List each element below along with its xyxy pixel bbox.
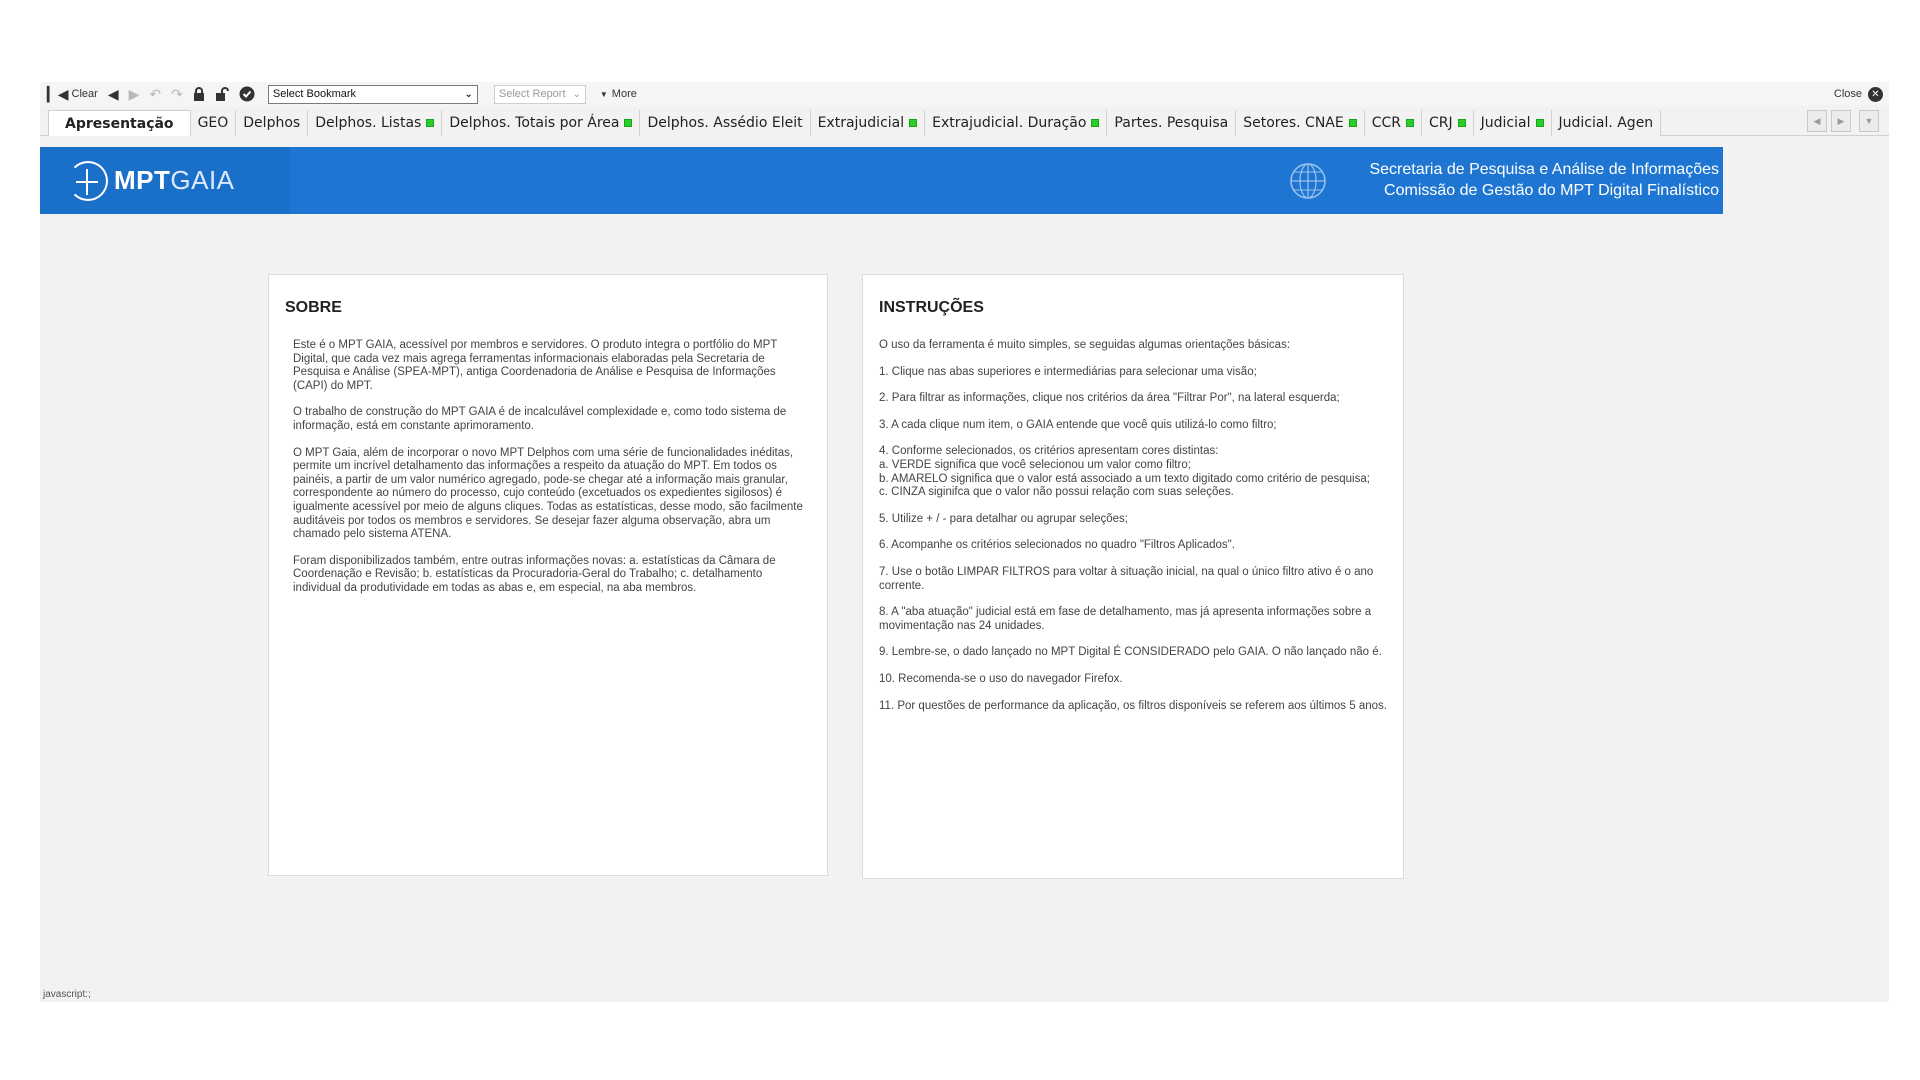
instrucoes-paragraph: 7. Use o botão LIMPAR FILTROS para voltar à situação inicial, na qual o único filtro ativo é o ano corrente. (879, 565, 1374, 592)
tab-delphos[interactable] (236, 110, 308, 136)
close-label: Close (1833, 88, 1862, 100)
close-button[interactable] (1834, 82, 1883, 106)
instrucoes-paragraph: 4. Conforme selecionados, os critérios apresentam cores distintas: a. VERDE significa que você selecionou um valor como filtro; b. AMARELO significa que o valor está associado a um texto digitado como critério de pesquisa; c. CINZA siginifca que o valor não possui relação com suas seleções. (879, 445, 1370, 499)
instrucoes-paragraph: 8. A "aba atuação" judicial está em fase de detalhamento, mas já apresenta informações sobre a movimentação nas 24 unidades. (879, 606, 1372, 632)
undo-button[interactable] (144, 82, 166, 106)
selection-indicator-icon (1458, 119, 1466, 127)
tab-label: Apresentação (65, 115, 174, 132)
tab-label: Judicial (1480, 115, 1531, 131)
chevron-down-icon: ⌄ (572, 88, 581, 100)
more-label: More (611, 88, 637, 100)
tab-label: Delphos. Totais por Área (449, 115, 620, 131)
back-button[interactable] (103, 82, 124, 106)
tab-label: Setores. CNAE (1243, 115, 1344, 131)
close-icon: ✕ (1868, 87, 1883, 102)
instrucoes-paragraph: 2. Para filtrar as informações, clique nos critérios da área "Filtrar Por", na lateral esquerda; (879, 392, 1340, 405)
bookmark-select-value: Select Bookmark (272, 88, 357, 100)
tab-label: Delphos. Assédio Eleit (647, 115, 803, 131)
bookmark-select[interactable] (268, 85, 478, 104)
tab-delphos-listas[interactable] (308, 110, 442, 136)
instrucoes-paragraph: O uso da ferramenta é muito simples, se seguidas algumas orientações básicas: (879, 339, 1291, 351)
mpt-gaia-logo (40, 147, 290, 214)
clear-label: Clear (71, 88, 98, 100)
unlock-icon (215, 87, 229, 101)
logo-text (114, 165, 235, 196)
banner-line-2: Comissão de Gestão do MPT Digital Finalístico (1384, 182, 1719, 199)
selection-indicator-icon (1349, 119, 1357, 127)
instrucoes-paragraph: 6. Acompanhe os critérios selecionados no quadro "Filtros Aplicados". (879, 539, 1235, 552)
sheet-tabs (48, 110, 1754, 136)
tab-label: Extrajudicial (817, 115, 905, 131)
tab-apresenta-o[interactable] (48, 110, 191, 136)
caret-left-icon: ◀ (1813, 115, 1821, 126)
toolbar (40, 82, 1889, 106)
forward-arrow-icon: ▶ (128, 86, 140, 102)
tab-scroll-left-button[interactable] (1807, 110, 1827, 132)
sobre-paragraph: O trabalho de construção do MPT GAIA é de incalculável complexidade e, como todo sistema de informação, está em constante aprimoramento. (293, 406, 787, 432)
banner-line-1: Secretaria de Pesquisa e Análise de Informações (1369, 161, 1719, 178)
instrucoes-card (862, 274, 1404, 879)
forward-button[interactable] (124, 82, 145, 106)
tab-label: Partes. Pesquisa (1114, 115, 1229, 131)
tab-label: Extrajudicial. Duração (932, 115, 1087, 131)
sheet-tab-bar (40, 106, 1889, 136)
globe-icon (1288, 161, 1328, 201)
caret-down-icon: ▼ (599, 89, 608, 99)
caret-down-icon: ▼ (1864, 116, 1874, 126)
undo-icon: ↶ (149, 86, 162, 102)
selections-button[interactable] (234, 82, 260, 106)
tab-label: CRJ (1429, 115, 1453, 131)
tab-label: Judicial. Agen (1558, 115, 1654, 131)
sobre-title: SOBRE (285, 299, 342, 316)
clear-button[interactable] (40, 82, 103, 106)
check-circle-icon (239, 86, 255, 102)
lock-button[interactable] (188, 82, 210, 106)
tab-extrajudicial[interactable] (811, 110, 926, 136)
sobre-paragraph: O MPT Gaia, além de incorporar o novo MPT Delphos com uma série de funcionalidades inéditas, permite um incrível detalhamento das informações a respeito da atuação do MPT. Em todos os painéis, a partir de um valor numérico agregado, pode-se chegar até a informação mais granular, correspondente ao número do processo, cujo conteúdo (excetuados os expedientes sigilosos) é igualmente acessível por meio de alguns cliques. Todas as estatísticas, desse modo, são facilmente auditáveis por todos os membros e servidores. Se desejar fazer alguma observação, abra um chamado pelo sistema ATENA. (293, 446, 803, 541)
tab-navigation (1807, 110, 1879, 132)
report-select-value: Select Report (498, 88, 566, 100)
caret-right-icon: ▶ (1837, 115, 1845, 126)
tab-label: CCR (1371, 115, 1402, 131)
instrucoes-title: INSTRUÇÕES (879, 299, 984, 316)
instrucoes-paragraph: 9. Lembre-se, o dado lançado no MPT Digital É CONSIDERADO pelo GAIA. O não lançado não é. (879, 646, 1382, 659)
sobre-paragraph: Este é o MPT GAIA, acessível por membros e servidores. O produto integra o portfólio do MPT Digital, que cada vez mais agrega ferramentas informacionais elaboradas pela Secretaria de Pesquisa e Análise (SPEA-MPT), antiga Coordenadoria de Análise e Pesquisa de Informações (CAPI) do MPT. (293, 339, 778, 392)
redo-icon: ↷ (171, 86, 183, 102)
app-window (40, 82, 1889, 1002)
tab-label: GEO (197, 115, 229, 131)
mpt-logo-icon (68, 161, 108, 201)
tab-list-button[interactable] (1859, 110, 1879, 132)
status-bar: javascript:; (43, 989, 91, 1000)
sobre-card (268, 274, 828, 876)
selection-indicator-icon (1536, 119, 1544, 127)
tab-delphos-ass-dio-eleit[interactable] (640, 110, 810, 136)
lock-icon (193, 87, 205, 101)
tab-setores-cnae[interactable] (1236, 110, 1364, 136)
selection-indicator-icon (1406, 119, 1414, 127)
chevron-down-icon: ⌄ (464, 88, 473, 100)
instrucoes-paragraph: 3. A cada clique num item, o GAIA entende que você quis utilizá-lo como filtro; (879, 418, 1277, 431)
instrucoes-paragraph: 1. Clique nas abas superiores e intermediárias para selecionar uma visão; (879, 365, 1257, 378)
tab-geo[interactable] (191, 110, 237, 136)
tab-label: Delphos. Listas (315, 115, 422, 131)
tab-judicial-agen[interactable] (1552, 110, 1662, 136)
sobre-paragraph: Foram disponibilizados também, entre outras informações novas: a. estatísticas da Câmara de Coordenação e Revisão; b. estatísticas da Procuradoria-Geral do Trabalho; c. detalhamento individual da produtividade em todas as abas e, em especial, na aba membros. (293, 554, 776, 594)
tab-delphos-totais-por-rea[interactable] (442, 110, 640, 136)
instrucoes-paragraph: 5. Utilize + / - para detalhar ou agrupar seleções; (879, 512, 1128, 525)
tab-ccr[interactable] (1365, 110, 1422, 136)
tab-extrajudicial-dura-o[interactable] (925, 110, 1107, 136)
more-button[interactable] (600, 88, 637, 100)
tab-judicial[interactable] (1474, 110, 1552, 136)
instrucoes-paragraph: 11. Por questões de performance da aplicação, os filtros disponíveis se referem aos últimos 5 anos. (879, 699, 1387, 712)
selection-indicator-icon (1091, 119, 1099, 127)
header-banner (40, 147, 1723, 214)
tab-crj[interactable] (1422, 110, 1474, 136)
instrucoes-paragraph: 10. Recomenda-se o uso do navegador Firefox. (879, 672, 1123, 685)
back-arrow-icon: ◀ (107, 86, 119, 102)
tab-partes-pesquisa[interactable] (1107, 110, 1236, 136)
unlock-button[interactable] (210, 82, 234, 106)
banner-titles (1369, 159, 1719, 201)
instrucoes-body (879, 339, 1387, 713)
selection-indicator-icon (909, 119, 917, 127)
report-select[interactable] (494, 85, 586, 104)
logo-text-bold: MPT (114, 165, 171, 195)
selection-indicator-icon (426, 119, 434, 127)
tab-scroll-right-button[interactable] (1831, 110, 1851, 132)
selection-indicator-icon (624, 119, 632, 127)
tab-label: Delphos (243, 115, 301, 131)
sobre-body (285, 339, 811, 596)
skip-back-icon: ▎◀ (47, 86, 69, 102)
logo-text-light: GAIA (170, 165, 235, 195)
redo-button[interactable] (166, 82, 188, 106)
